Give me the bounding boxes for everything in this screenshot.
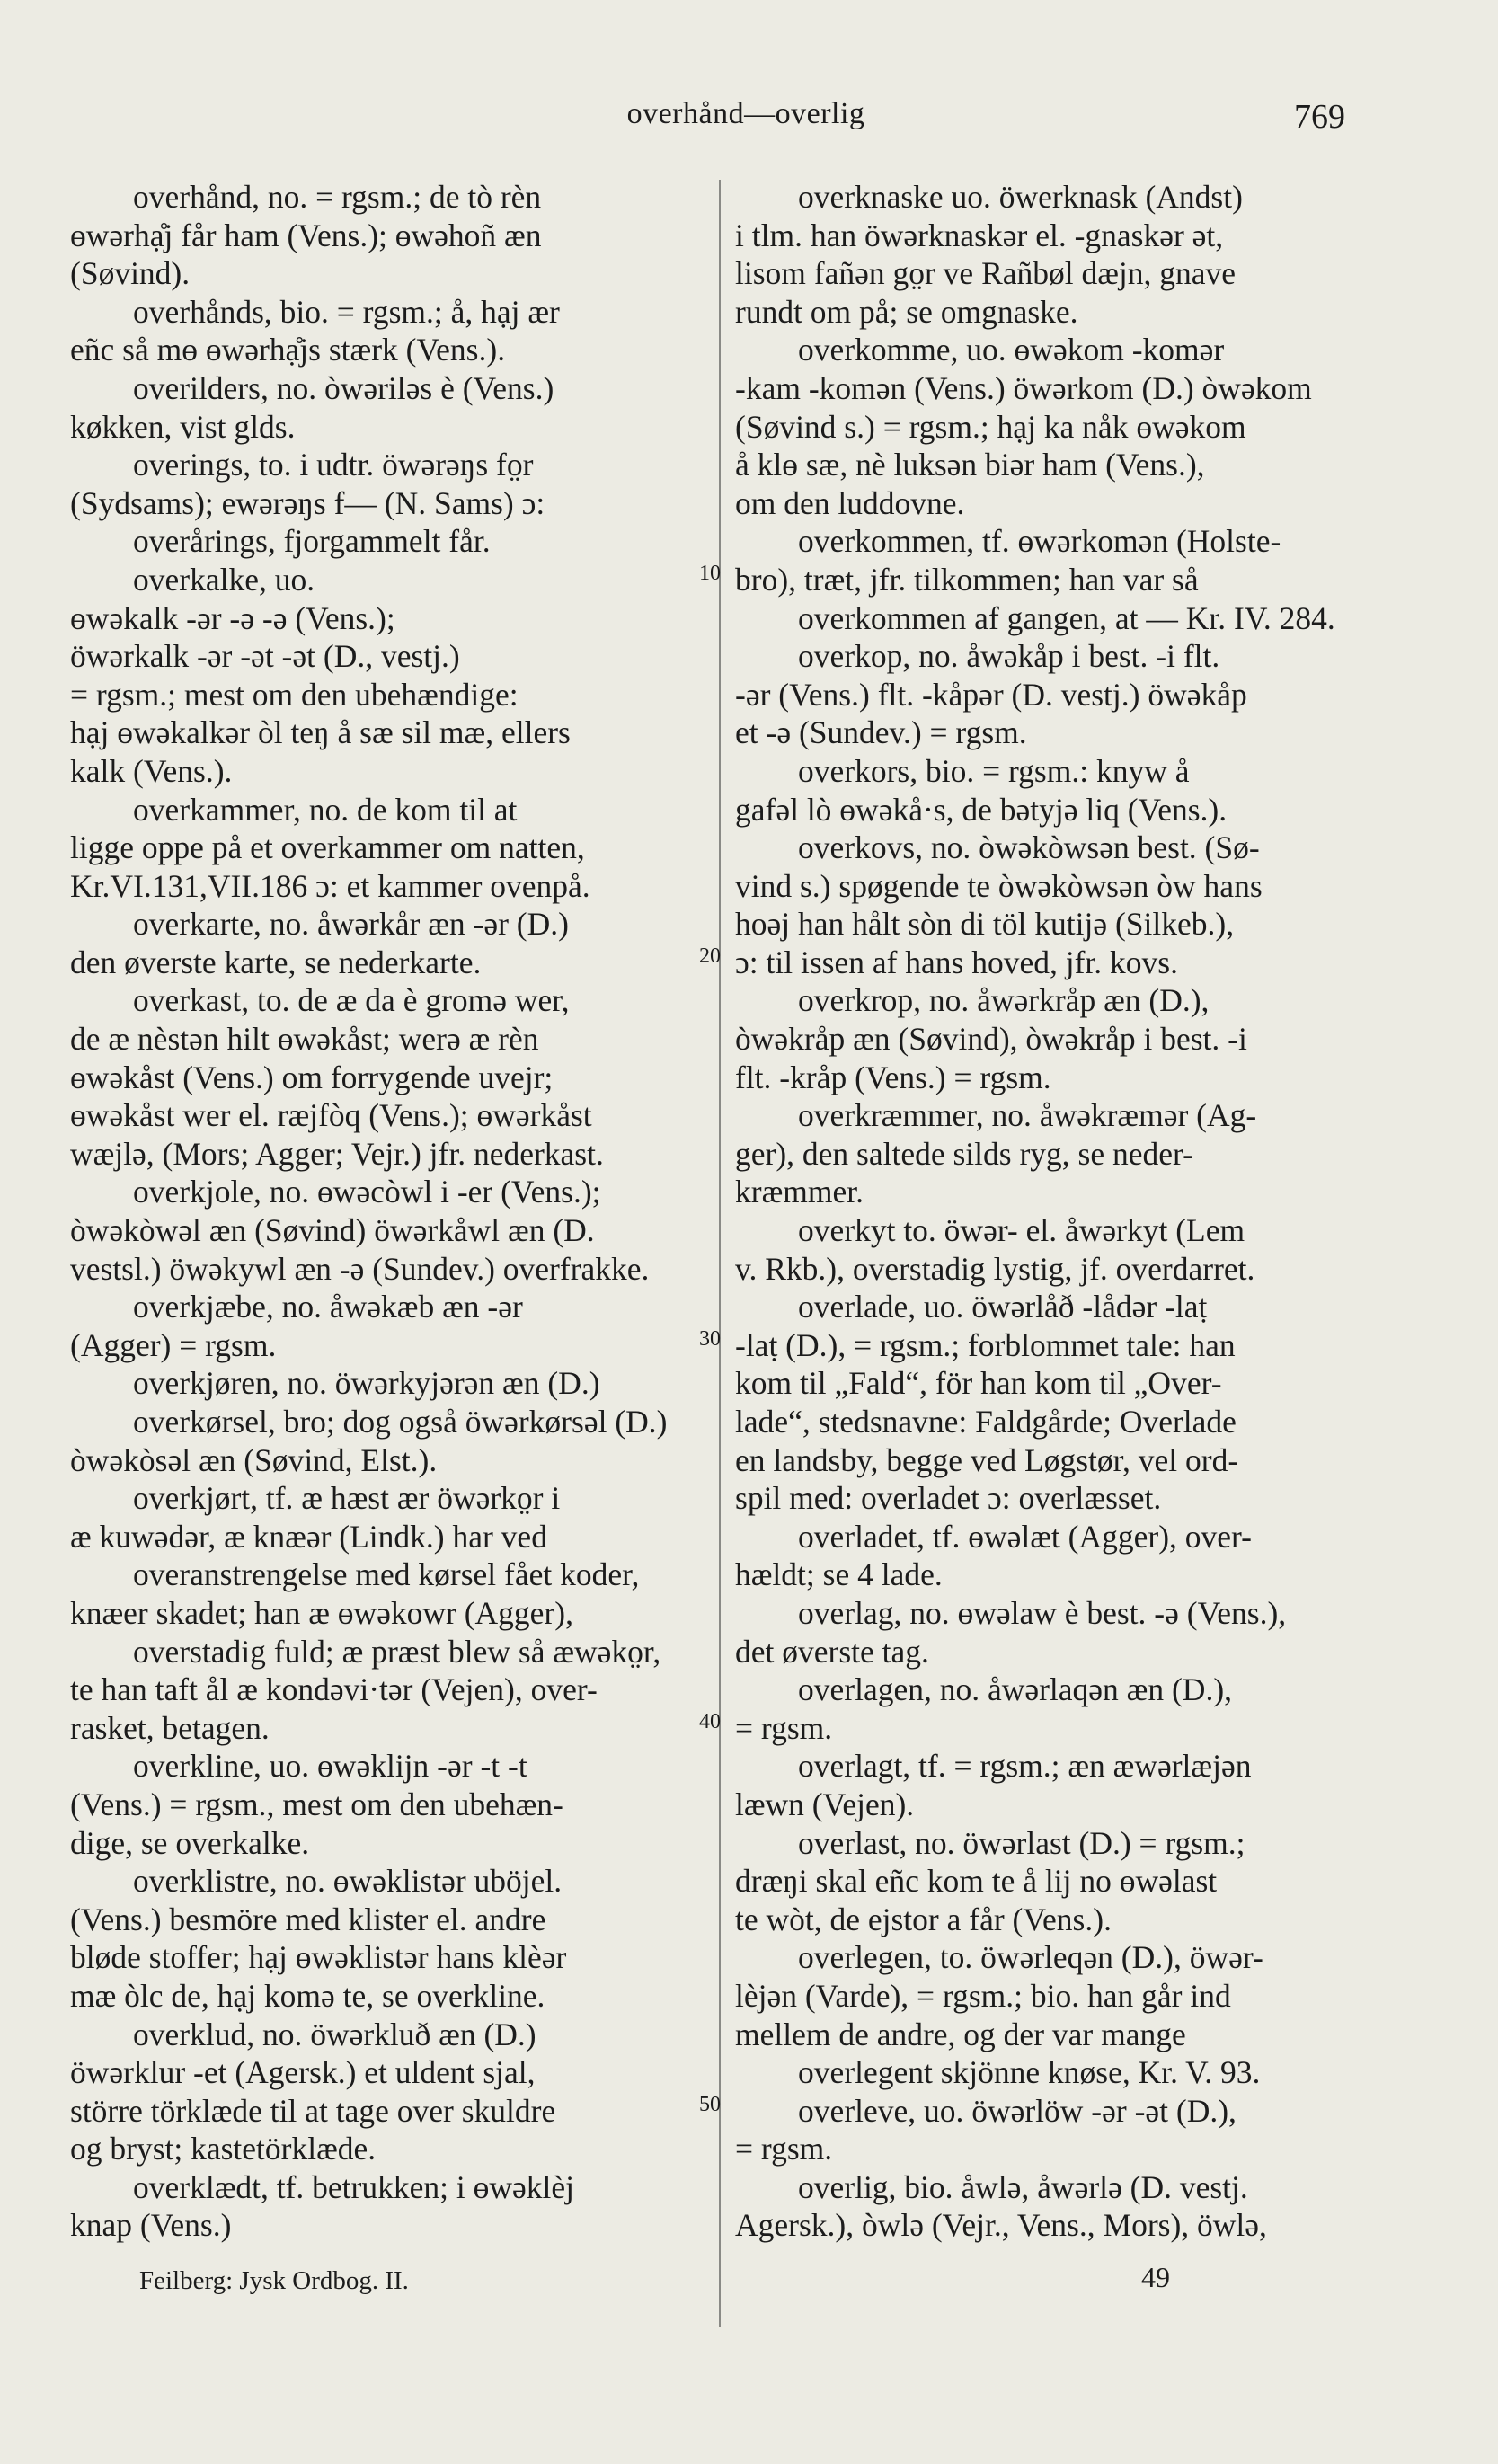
column-divider: [719, 180, 721, 2327]
text-line: overkors, bio. = rgsm.: knyw å: [798, 752, 1190, 789]
text-line: overlagt, tf. = rgsm.; æn æwərlæjən: [798, 1748, 1252, 1785]
text-line: lisom fañən go̤r ve Rañbøl dæjn, gnave: [735, 255, 1237, 292]
line-number: 30: [699, 1327, 721, 1351]
text-line: wæjlə, (Mors; Agger; Vejr.) jfr. nederkast.: [70, 1135, 604, 1172]
text-line: overkommen af gangen, at — Kr. IV. 284.: [798, 599, 1335, 636]
text-line: knæer skadet; han æ ɵwəkowr (Agger),: [70, 1594, 573, 1631]
text-line: öwərkalk -ər -ət -ət (D., vestj.): [70, 638, 460, 675]
text-line: læwn (Vejen).: [735, 1786, 915, 1822]
text-line: òwəkòsəl æn (Søvind, Elst.).: [70, 1441, 438, 1478]
text-line: -laṭ (D.), = rgsm.; forblommet tale: han: [735, 1326, 1236, 1363]
text-line: overlag, no. ɵwəlaw è best. -ə (Vens.),: [798, 1594, 1287, 1631]
text-line: hældt; se 4 lade.: [735, 1556, 943, 1593]
text-line: overhånds, bio. = rgsm.; å, hạj ær: [133, 293, 560, 330]
text-line: = rgsm.: [735, 1709, 833, 1746]
text-line: = rgsm.; mest om den ubehændige:: [70, 676, 519, 713]
text-line: en landsby, begge ved Løgstør, vel ord-: [735, 1441, 1239, 1478]
text-line: te han taft ål æ kondəvi·tər (Vejen), over-: [70, 1671, 598, 1708]
text-line: ligge oppe på et overkammer om natten,: [70, 829, 585, 866]
text-line: overilders, no. òwəriləs è (Vens.): [133, 369, 554, 406]
text-line: overkop, no. åwəkåp i best. -i flt.: [798, 638, 1220, 675]
text-line: ɔ: til issen af hans hoved, jfr. kovs.: [735, 944, 1178, 980]
text-line: overhånd, no. = rgsm.; de tò rèn: [133, 179, 542, 215]
text-line: = rgsm.: [735, 2131, 833, 2167]
text-line: -kam -komən (Vens.) öwərkom (D.) òwəkom: [735, 369, 1312, 406]
text-line: (Søvind).: [70, 255, 191, 292]
text-line: knap (Vens.): [70, 2207, 232, 2244]
text-line: òwəkòwəl æn (Søvind) öwərkåwl æn (D.: [70, 1212, 595, 1249]
text-line: i tlm. han öwərknaskər el. -gnaskər ət,: [735, 217, 1224, 253]
text-line: overkovs, no. òwəkòwsən best. (Sø-: [798, 829, 1260, 866]
text-line: spil med: overladet ɔ: overlæsset.: [735, 1480, 1162, 1517]
text-line: overklædt, tf. betrukken; i ɵwəklèj: [133, 2168, 574, 2205]
text-line: òwəkråp æn (Søvind), òwəkråp i best. -i: [735, 1021, 1247, 1058]
text-line: æ kuwədər, æ knæər (Lindk.) har ved: [70, 1518, 547, 1555]
text-line: ɵwəkåst (Vens.) om forrygende uvejr;: [70, 1059, 554, 1095]
text-line: (Søvind s.) = rgsm.; hạj ka nåk ɵwəkom: [735, 408, 1246, 445]
line-number: 10: [699, 562, 721, 585]
page-number: 769: [1294, 98, 1345, 136]
text-line: kom til „Fald“, för han kom til „Over-: [735, 1365, 1222, 1402]
text-line: ger), den saltede silds ryg, se neder-: [735, 1135, 1193, 1172]
text-line: overkyt to. öwər- el. åwərkyt (Lem: [798, 1212, 1245, 1249]
text-line: kræmmer.: [735, 1174, 864, 1210]
text-line: mellem de andre, og der var mange: [735, 2016, 1186, 2052]
text-line: mæ òlc de, hạj komə te, se overkline.: [70, 1977, 545, 2014]
text-line: overlade, uo. öwərlåð -lådər -laṭ: [798, 1289, 1208, 1325]
text-line: overings, to. i udtr. öwərəŋs fo̤r: [133, 447, 534, 483]
text-line: overkrop, no. åwərkråp æn (D.),: [798, 982, 1210, 1019]
text-line: overkarte, no. åwərkår æn -ər (D.): [133, 906, 569, 943]
text-line: køkken, vist glds.: [70, 408, 296, 445]
text-line: lèjən (Varde), = rgsm.; bio. han går ind: [735, 1977, 1231, 2014]
text-line: ɵwəkåst wer el. ræjfòq (Vens.); ɵwərkåst: [70, 1097, 592, 1134]
text-line: overlegent skjönne knøse, Kr. V. 93.: [798, 2054, 1261, 2091]
text-line: eñc så mɵ ɵwərhạ̊js stærk (Vens.).: [70, 332, 506, 368]
text-line: dige, se overkalke.: [70, 1824, 310, 1861]
text-line: hạj ɵwəkalkər òl teŋ å sæ sil mæ, ellers: [70, 714, 571, 751]
text-line: overkast, to. de æ da è gromə wer,: [133, 982, 570, 1019]
text-line: å klɵ sæ, nè luksən biər ham (Vens.),: [735, 447, 1205, 483]
text-line: overkørsel, bro; dog også öwərkørsəl (D.): [133, 1404, 668, 1440]
text-line: overlagen, no. åwərlaqən æn (D.),: [798, 1671, 1233, 1708]
text-line: lade“, stedsnavne: Faldgårde; Overlade: [735, 1404, 1237, 1440]
footer-source: Feilberg: Jysk Ordbog. II.: [139, 2266, 409, 2295]
signature-mark: 49: [1141, 2261, 1170, 2293]
text-line: overkammer, no. de kom til at: [133, 791, 518, 828]
right-column: [735, 178, 1355, 2245]
text-line: öwərklur -et (Agersk.) et uldent sjal,: [70, 2054, 536, 2091]
left-column: [70, 178, 690, 2245]
text-line: te wòt, de ejstor a får (Vens.).: [735, 1901, 1112, 1937]
text-line: den øverste karte, se nederkarte.: [70, 944, 482, 980]
text-line: vind s.) spøgende te òwəkòwsən òw hans: [735, 867, 1263, 904]
text-line: overlig, bio. åwlə, åwərlə (D. vestj.: [798, 2168, 1248, 2205]
text-line: större törklæde til at tage over skuldre: [70, 2092, 556, 2129]
text-line: Agersk.), òwlə (Vejr., Vens., Mors), öwlə,: [735, 2207, 1267, 2244]
text-line: overanstrengelse med kørsel fået koder,: [133, 1556, 640, 1593]
text-line: (Vens.) besmöre med klister el. andre: [70, 1901, 546, 1937]
text-line: dræŋi skal eñc kom te å lij no ɵwəlast: [735, 1863, 1218, 1900]
line-number: 20: [699, 944, 721, 968]
text-line: overkjole, no. ɵwəcòwl i -er (Vens.);: [133, 1174, 601, 1210]
running-header: overhånd—overlig: [626, 97, 865, 130]
text-line: overklistre, no. ɵwəklistər uböjel.: [133, 1863, 563, 1900]
text-line: (Sydsams); ewərəŋs f— (N. Sams) ɔ:: [70, 484, 545, 521]
line-number: 50: [699, 2093, 721, 2116]
text-line: Kr.VI.131,VII.186 ɔ: et kammer ovenpå.: [70, 867, 590, 904]
text-line: om den luddovne.: [735, 484, 965, 521]
text-line: bløde stoffer; hạj ɵwəklistər hans klèər: [70, 1939, 567, 1976]
text-line: overkline, uo. ɵwəklijn -ər -t -t: [133, 1748, 527, 1785]
text-line: kalk (Vens.).: [70, 752, 233, 789]
text-line: -ər (Vens.) flt. -kåpər (D. vestj.) öwəkåp: [735, 676, 1247, 713]
text-line: overkalke, uo.: [133, 561, 315, 598]
text-line: overleve, uo. öwərlöw -ər -ət (D.),: [798, 2092, 1237, 2129]
text-line: bro), træt, jfr. tilkommen; han var så: [735, 561, 1199, 598]
text-line: overknaske uo. öwerknask (Andst): [798, 179, 1243, 215]
text-line: (Agger) = rgsm.: [70, 1326, 277, 1363]
text-line: overkjæbe, no. åwəkæb æn -ər: [133, 1289, 523, 1325]
text-line: flt. -kråp (Vens.) = rgsm.: [735, 1059, 1051, 1095]
text-line: overstadig fuld; æ præst blew så æwəko̤r,: [133, 1633, 661, 1670]
text-line: overlast, no. öwərlast (D.) = rgsm.;: [798, 1824, 1245, 1861]
text-line: overkomme, uo. ɵwəkom -komər: [798, 332, 1225, 368]
text-line: overladet, tf. ɵwəlæt (Agger), over-: [798, 1518, 1252, 1555]
text-line: rasket, betagen.: [70, 1709, 270, 1746]
text-line: overkjøren, no. öwərkyjərən æn (D.): [133, 1365, 600, 1402]
text-line: overklud, no. öwərkluð æn (D.): [133, 2016, 536, 2052]
text-line: overkommen, tf. ɵwərkomən (Holste-: [798, 523, 1281, 560]
text-line: rundt om på; se omgnaske.: [735, 293, 1078, 330]
text-line: overårings, fjorgammelt får.: [133, 523, 491, 560]
text-line: overkræmmer, no. åwəkræmər (Ag-: [798, 1097, 1257, 1134]
text-line: de æ nèstən hilt ɵwəkåst; werə æ rèn: [70, 1021, 539, 1058]
text-line: det øverste tag.: [735, 1633, 929, 1670]
text-line: overlegen, to. öwərleqən (D.), öwər-: [798, 1939, 1263, 1976]
text-line: overkjørt, tf. æ hæst ær öwərko̤r i: [133, 1480, 561, 1517]
text-line: hoəj han hålt sòn di töl kutijə (Silkeb.),: [735, 906, 1235, 943]
text-line: ɵwəkalk -ər -ə -ə (Vens.);: [70, 599, 395, 636]
text-line: vestsl.) öwəkywl æn -ə (Sundev.) overfrakke.: [70, 1250, 650, 1287]
text-line: (Vens.) = rgsm., mest om den ubehæn-: [70, 1786, 563, 1822]
text-line: og bryst; kastetörklæde.: [70, 2131, 377, 2167]
text-line: v. Rkb.), overstadig lystig, jf. overdarret.: [735, 1250, 1255, 1287]
text-line: gafəl lò ɵwəkå·s, de bətyjə liq (Vens.).: [735, 791, 1228, 828]
text-line: ɵwərhạ̊j får ham (Vens.); ɵwəhoñ æn: [70, 217, 542, 253]
text-line: et -ə (Sundev.) = rgsm.: [735, 714, 1027, 751]
line-number: 40: [699, 1710, 721, 1733]
